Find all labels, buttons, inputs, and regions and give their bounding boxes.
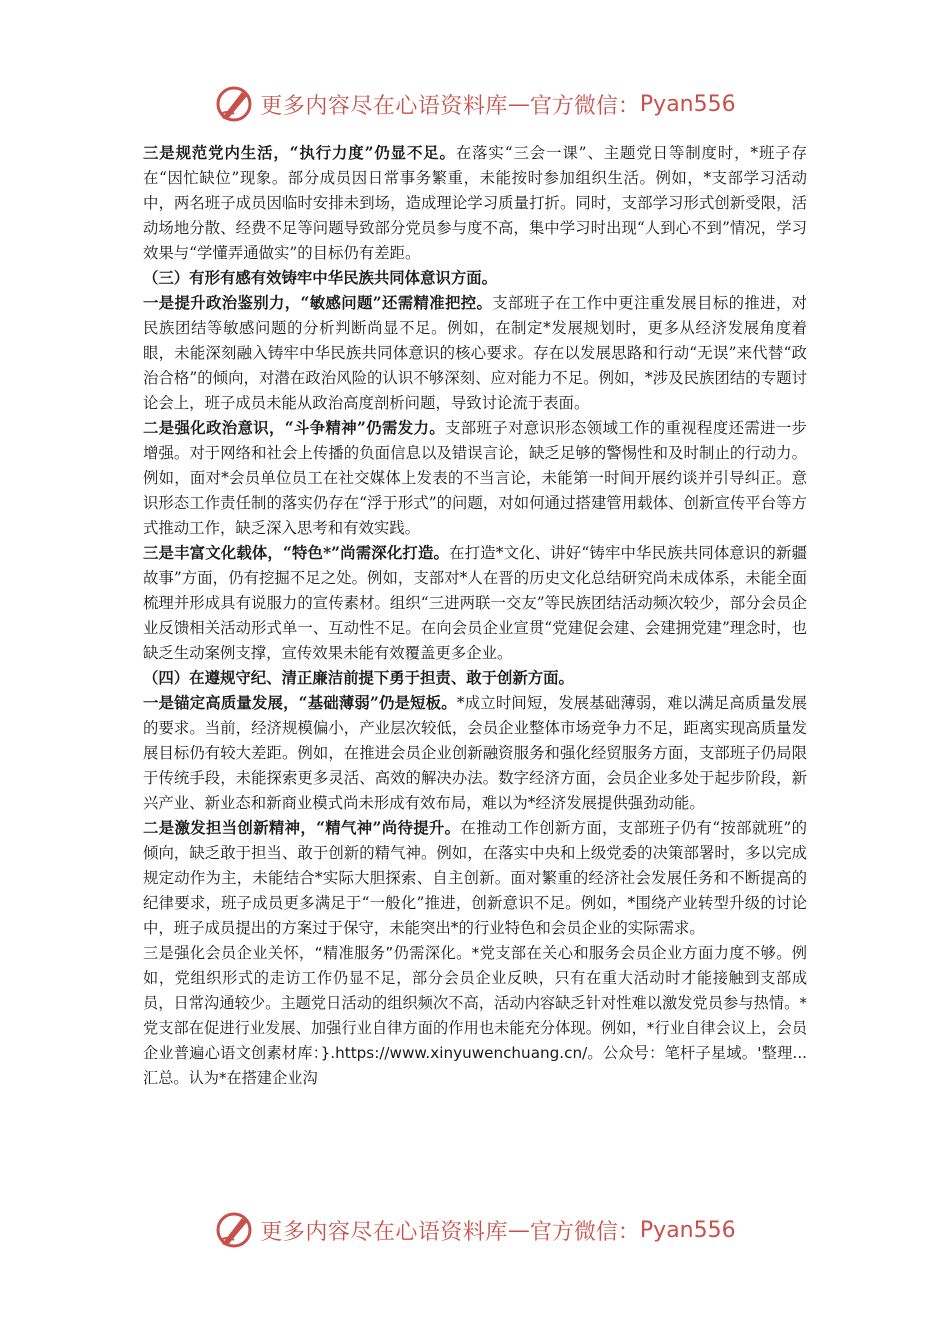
paragraph-lead: 三是规范党内生活，“执行力度”仍显不足。 [143,144,456,162]
section-heading: （三）有形有感有效铸牢中华民族共同体意识方面。 [143,269,497,287]
footer-text: 更多内容尽在心语资料库 [260,1219,508,1245]
pen-logo-icon [214,84,254,124]
document-body [143,141,807,1091]
paragraph-lead: 二是强化政治意识，“斗争精神”仍需发力。 [143,419,445,437]
paragraph [143,141,807,266]
paragraph [143,816,807,941]
header-banner [0,82,950,126]
paragraph [143,416,807,541]
paragraph-lead: 一是锚定高质量发展，“基础薄弱”仍是短板。 [143,694,457,712]
paragraph-text: 在落实“三会一课”、主题党日等制度时，*班子存在“因忙缺位”现象。部分成员因日常事务繁重，未能按时参加组织生活。例如，*支部学习活动中，两名班子成员因临时安排未到场，造成理论学习质量打折。同时，支部学习形式创新受限，活动场地分散、经费不足等问题导致部分党员参与度不高，集中学习时出现“人到心不到”情况，学习效果与“学懂弄通做实”的目标仍有差距。 [143,144,807,262]
section-heading: （四）在遵规守纪、清正廉洁前提下勇于担责、敢于创新方面。 [143,669,574,687]
paragraph [143,541,807,666]
paragraph-lead: 三是丰富文化载体，“特色*”尚需深化打造。 [143,544,450,562]
header-text: 更多内容尽在心语资料库 [260,93,508,119]
footer-banner [0,1208,950,1252]
paragraph-lead: 二是激发担当创新精神，“精气神”尚待提升。 [143,819,461,837]
footer-dash: — [507,1217,530,1243]
pen-logo-icon [214,1210,254,1250]
paragraph-text: 支部班子对意识形态领域工作的重视程度还需进一步增强。对于网络和社会上传播的负面信息以及错误言论，缺乏足够的警惕性和及时制止的行动力。例如，面对*会员单位员工在社交媒体上发表的不当言论，未能第一时间开展约谈并引导纠正。意识形态工作责任制的落实仍存在“浮于形式”的问题，对如何通过搭建管用载体、创新宣传平台等方式推动工作，缺乏深入思考和有效实践。 [143,419,807,537]
paragraph [143,291,807,416]
paragraph: 三是强化会员企业关怀，“精准服务”仍需深化。*党支部在关心和服务会员企业方面力度不够。例如，党组织形式的走访工作仍显不足，部分会员企业反映，只有在重大活动时才能接触到支部成员，日常沟通较少。主题党日活动的组织频次不高，活动内容缺乏针对性难以激发党员参与热情。*党支部在促进行业发展、加强行业自律方面的作用也未能充分体现。例如，*行业自律会议上，会员企业普遍心语文创素材库：}.https://www.xinyuwenchuang.cn/。公众号：笔杆子星域。'整理...汇总。认为*在搭建企业沟 [143,944,807,1087]
footer-wechat-id: Pyan556 [639,1217,736,1243]
header-dash: — [507,91,530,117]
paragraph-text: *成立时间短，发展基础薄弱，难以满足高质量发展的要求。当前，经济规模偏小，产业层次较低，会员企业整体市场竞争力不足，距离实现高质量发展目标仍有较大差距。例如，在推进会员企业创新融资服务和强化经贸服务方面，支部班子仍局限于传统手段，未能探索更多灵活、高效的解决办法。数字经济方面，会员企业多处于起步阶段，新兴产业、新业态和新商业模式尚未形成有效布局，难以为*经济发展提供强劲动能。 [143,694,807,812]
footer-wechat-label: 官方微信： [529,1219,640,1245]
header-wechat-id: Pyan556 [639,91,736,117]
header-wechat-label: 官方微信： [529,93,640,119]
paragraph-text: 在打造*文化、讲好“铸牢中华民族共同体意识的新疆故事”方面，仍有挖掘不足之处。例如，支部对*人在晋的历史文化总结研究尚未成体系，未能全面梳理并形成具有说服力的宣传素材。组织“三进两联一交友”等民族团结活动频次较少，部分会员企业反馈相关活动形式单一、互动性不足。在向会员企业宣贯“党建促会建、会建拥党建”理念时，也缺乏生动案例支撑，宣传效果未能有效覆盖更多企业。 [143,544,807,662]
paragraph-text: 支部班子在工作中更注重发展目标的推进，对民族团结等敏感问题的分析判断尚显不足。例如，在制定*发展规划时，更多从经济发展角度着眼，未能深刻融入铸牢中华民族共同体意识的核心要求。存在以发展思路和行动“无误”来代替“政治合格”的倾向，对潜在政治风险的认识不够深刻、应对能力不足。例如，*涉及民族团结的专题讨论会上，班子成员未能从政治高度剖析问题，导致讨论流于表面。 [143,294,807,412]
paragraph [143,691,807,816]
paragraph-lead: 一是提升政治鉴别力，“敏感问题”还需精准把控。 [143,294,493,312]
paragraph-text: 在推动工作创新方面，支部班子仍有“按部就班”的倾向，缺乏敢于担当、敢于创新的精气神。例如，在落实中央和上级党委的决策部署时，多以完成规定动作为主，未能结合*实际大胆探索、自主创新。面对繁重的经济社会发展任务和不断提高的纪律要求，班子成员更多满足于“一般化”推进，创新意识不足。例如，*围绕产业转型升级的讨论中，班子成员提出的方案过于保守，未能突出*的行业特色和会员企业的实际需求。 [143,819,807,937]
